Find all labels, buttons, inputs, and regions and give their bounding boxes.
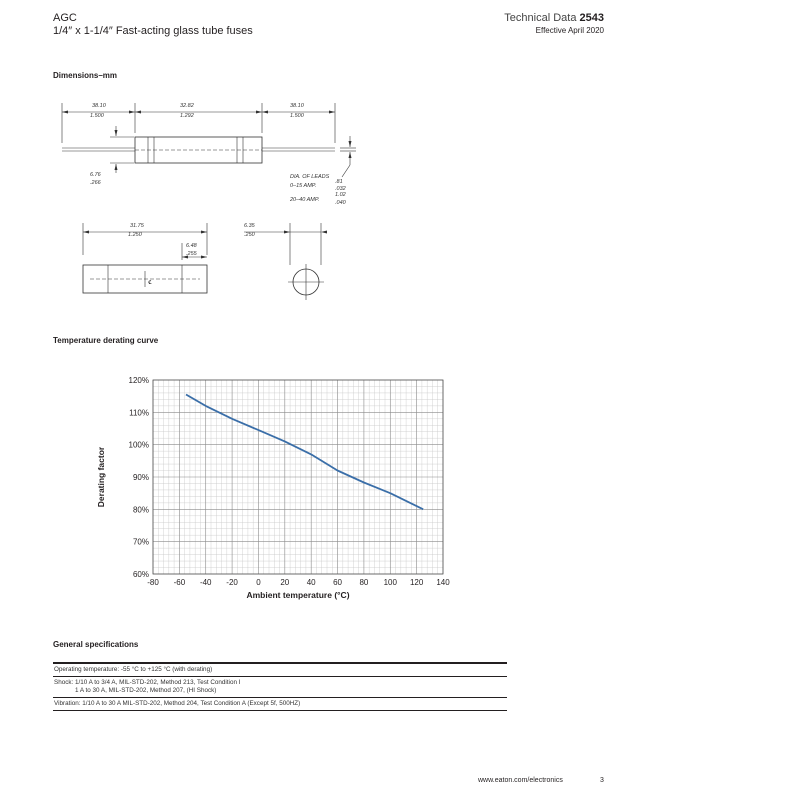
- x-tick-label: 60: [333, 578, 342, 587]
- y-tick-label: 100%: [128, 440, 149, 450]
- x-axis-label: Ambient temperature (°C): [246, 590, 350, 600]
- spec-shock-line2: 1 A to 30 A, MIL-STD-202, Method 207, (HI Shock): [75, 687, 217, 694]
- y-axis-label: Derating factor: [96, 446, 106, 508]
- body-length-mm: 32.82: [180, 103, 194, 109]
- spec-row-shock: [53, 677, 507, 698]
- product-name: AGC: [53, 12, 77, 24]
- leads-row2-label: 20–40 AMP.: [290, 197, 320, 203]
- y-tick-label: 70%: [132, 537, 149, 547]
- y-tick-label: 80%: [132, 505, 149, 515]
- lead-right-mm: 38.10: [290, 103, 304, 109]
- cap-diameter-in: .266: [90, 180, 101, 186]
- diameter-in: .250: [244, 232, 255, 238]
- leads-row1-mm: .81: [335, 179, 343, 185]
- x-tick-label: 140: [436, 578, 450, 587]
- derating-chart: [90, 370, 460, 610]
- leads-row1-label: 0–15 AMP.: [290, 183, 317, 189]
- product-subtitle: 1/4″ x 1-1/4″ Fast-acting glass tube fuses: [53, 25, 253, 37]
- spec-row-vibration: [53, 698, 507, 711]
- diameter-mm: 6.35: [244, 223, 255, 229]
- specs-heading: General specifications: [53, 640, 139, 649]
- y-tick-label: 90%: [132, 473, 149, 482]
- lead-left-mm: 38.10: [92, 103, 106, 109]
- lead-right-in: 1.500: [290, 113, 304, 119]
- spec-operating-temperature: Operating temperature: -55 °C to +125 °C (with derating): [54, 666, 213, 673]
- x-tick-label: 40: [306, 578, 316, 587]
- dimensions-heading: Dimensions–mm: [53, 71, 118, 80]
- cap-length-in: .255: [186, 251, 197, 257]
- specs-table: [53, 662, 507, 711]
- x-tick-label: 80: [359, 578, 369, 587]
- body-length-in: 1.292: [180, 113, 194, 119]
- chart-major-grid: [153, 380, 443, 574]
- footer-url[interactable]: www.eaton.com/electronics: [478, 777, 563, 784]
- x-tick-label: 0: [256, 578, 261, 587]
- effective-date: Effective April 2020: [535, 26, 604, 35]
- x-tick-label: 120: [409, 578, 424, 587]
- x-tick-label: 20: [280, 578, 290, 587]
- cap-length-mm: 6.48: [186, 243, 197, 249]
- leads-row2-mm: 1.02: [335, 192, 346, 198]
- spec-row-operating-temperature: [53, 664, 507, 677]
- leads-row1-in: .032: [335, 186, 346, 192]
- x-tick-label: -60: [173, 578, 186, 587]
- y-tick-label: 60%: [132, 570, 149, 579]
- fuse-length-in: 1.250: [128, 232, 142, 238]
- spec-vibration: Vibration: 1/10 A to 30 A MIL-STD-202, Method 204, Test Condition A (Except 5f, 500HZ): [54, 700, 301, 707]
- technical-data-label: [504, 12, 604, 24]
- doc-type: Technical Data: [504, 12, 577, 24]
- x-tick-label: 100: [383, 578, 397, 587]
- doc-number: 2543: [579, 12, 604, 24]
- x-tick-label: -80: [147, 578, 159, 587]
- leads-title: DIA. OF LEADS: [290, 174, 330, 180]
- dimension-drawing: [0, 95, 400, 305]
- cap-diameter-mm: 6.76: [90, 172, 101, 178]
- centerline-symbol: ℄: [148, 280, 152, 286]
- y-tick-label: 120%: [128, 376, 149, 385]
- page-number: 3: [600, 777, 604, 784]
- x-tick-label: -40: [199, 578, 212, 587]
- y-tick-label: 110%: [129, 408, 149, 418]
- fuse-length-mm: 31.75: [130, 223, 144, 229]
- x-tick-label: -20: [226, 578, 238, 587]
- derating-heading: Temperature derating curve: [53, 336, 159, 345]
- spec-shock-line1: Shock: 1/10 A to 3/4 A, MIL-STD-202, Method 213, Test Condition I: [54, 679, 241, 686]
- leads-row2-in: .040: [335, 200, 346, 206]
- lead-left-in: 1.500: [90, 113, 104, 119]
